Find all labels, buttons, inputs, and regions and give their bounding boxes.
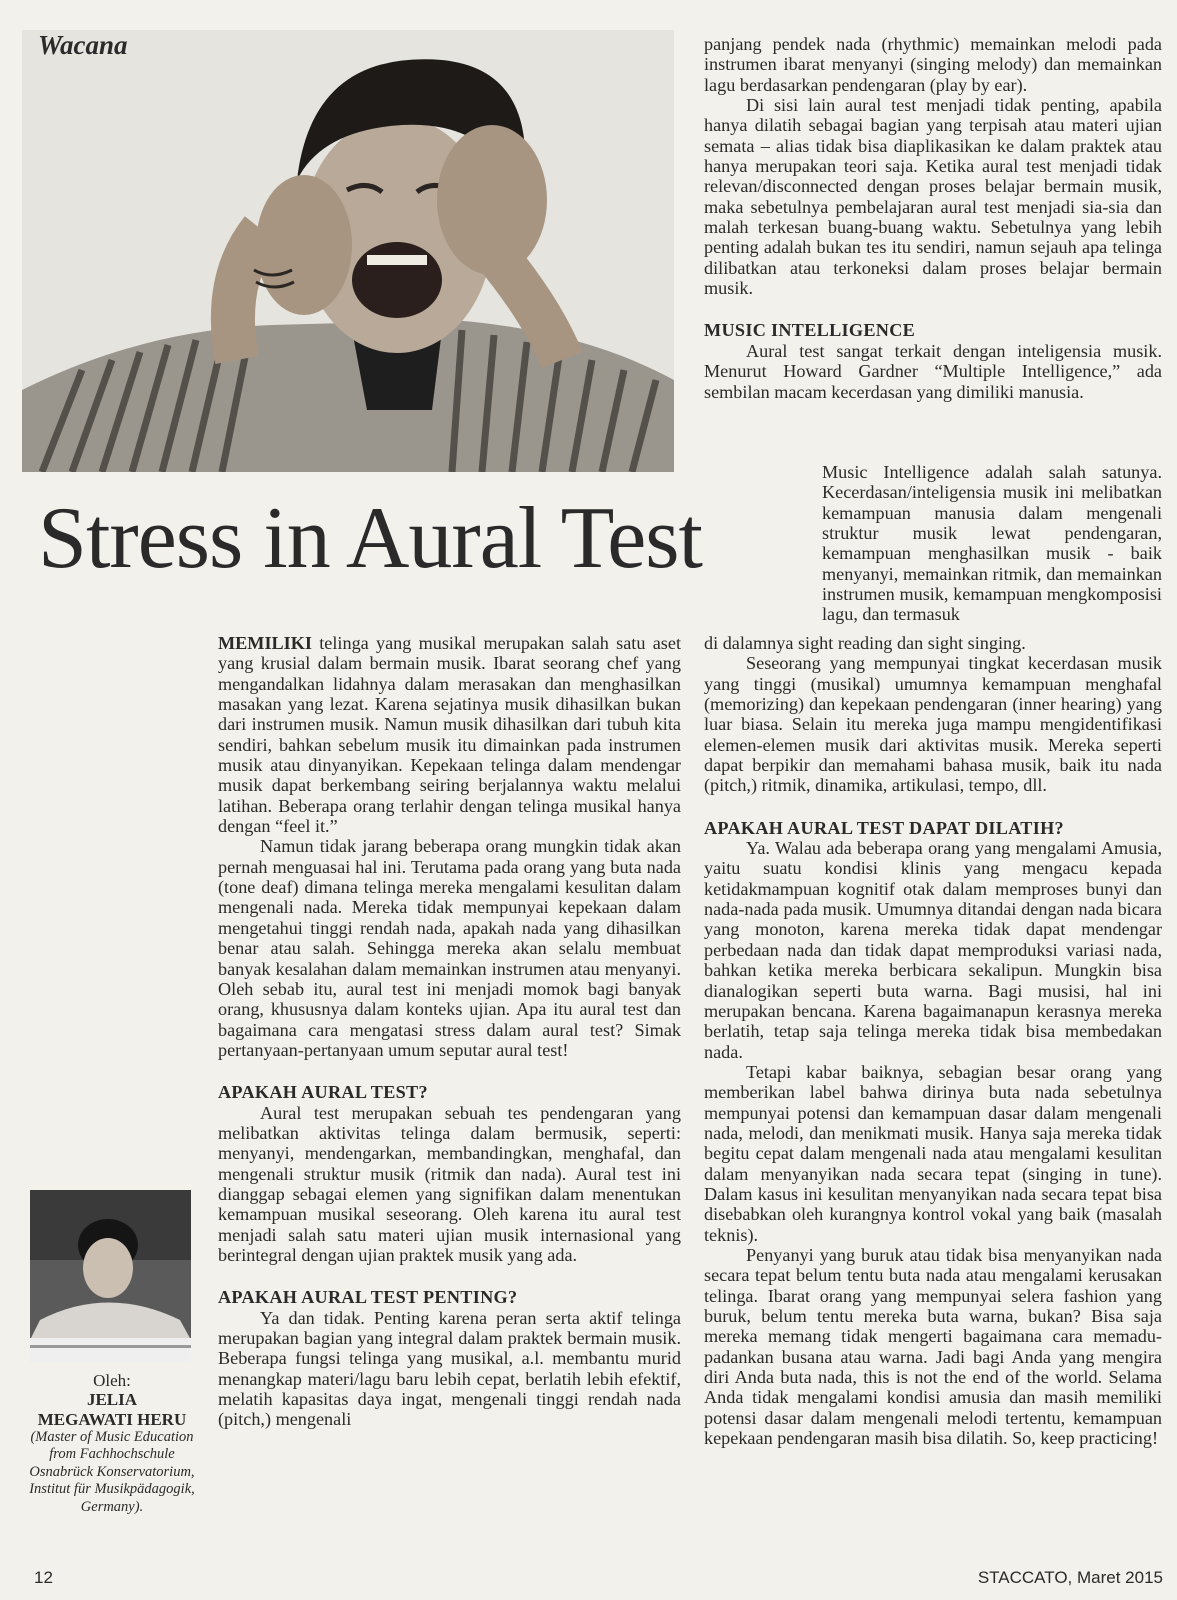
paragraph: Namun tidak jarang beberapa orang mungkin tidak akan pernah menguasai hal ini. Terutama pada orang yang buta nada (tone deaf) dimana telinga mereka mengalami kesulitan dalam mengenali nada. Mereka tidak mempunyai kepekaan dalam mengetahui tinggi rendah nada, apakah nada yang dihasilkan benar atau salah. Sehingga mereka akan selalu membuat banyak kesalahan dalam memainkan instrumen atau menyanyi. Oleh sebab itu, aural test ini menjadi momok bagi banyak orang, khususnya dalam konteks ujian. Apa itu aural test dan bagaimana cara mengatasi stress dalam aural test? Simak pertanyaan-pertanyaan umum seputar aural test! xyxy=(218,836,681,1060)
paragraph: di dalamnya sight reading dan sight singing. xyxy=(704,633,1026,653)
paragraph xyxy=(218,633,681,836)
subheading-music-intelligence: MUSIC INTELLIGENCE xyxy=(704,320,916,341)
man-covering-ears-screaming-photo xyxy=(22,30,674,472)
paragraph: Aural test merupakan sebuah tes pendengaran yang melibatkan aktivitas telinga dalam bermusik, seperti: menyanyi, mendengarkan, membandingkan, menghafal, dan mengenali struktur musik (ritmik dan nada). Aural test ini dianggap sebagai elemen yang signifikan dalam menentukan kemampuan musikal seseorang. Oleh karena itu aural test menjadi salah satu materi ujian musik internasional yang berintegral dengan ujian praktek musik yang ada. xyxy=(218,1102,681,1265)
paragraph: Music Intelligence adalah salah satunya. Kecerdasan/inteligensia musik ini melibatkan kemampuan manusia dalam mengenali struktur musik lewat pendengaran, kemampuan menghasilkan musik - baik menyanyi, memainkan ritmik, dan memainkan instrumen musik, kemampuan mengkomposisi lagu, dan termasuk xyxy=(822,462,1162,625)
paragraph: Ya dan tidak. Penting karena peran serta aktif telinga merupakan bagian yang integral dalam praktek bermain musik. Beberapa fungsi telinga yang musikal, a.l. membantu murid menangkap materi/lagu baru lebih cepat, berlatih lebih efektif, melatih kapasitas daya ingat, mengenali tinggi rendah nada (pitch,) mengenali xyxy=(218,1307,681,1430)
author-name: MEGAWATI HERU xyxy=(37,1409,187,1429)
author-photo xyxy=(30,1190,191,1363)
right-column-top xyxy=(704,34,1162,402)
right-column-bottom xyxy=(704,633,1162,1448)
lead-word: MEMILIKI xyxy=(218,633,312,653)
paragraph: Tetapi kabar baiknya, sebagian besar orang yang memberikan label bahwa dirinya buta nada sebetulnya mempunyai potensi dan kemampuan dasar dalam mengenali nada, melodi, dan menikmati musik. Hanya saja mereka tidak begitu cepat dalam mengenali nada atau mengalami kesulitan dalam menyanyikan nada secara tepat (singing in tune). Dalam kasus ini kesulitan menyanyikan nada secara tepat bisa disebabkan oleh kurangnya kontrol vokal yang baik (masalah teknis). xyxy=(704,1061,1162,1245)
author-name: JELIA xyxy=(86,1390,138,1410)
author-byline xyxy=(26,1371,198,1516)
middle-column xyxy=(218,633,681,1430)
paragraph: Di sisi lain aural test menjadi tidak penting, apabila hanya dilatih sebagai bagian yang terpisah atau materi ujian semata – alias tidak bisa diaplikasikan ke dalam praktek atau hanya merupakan teori saja. Ketika aural test menjadi tidak relevan/disconnected dengan proses belajar bermain musik, maka sebetulnya pembelajaran aural test menjadi sia-sia dan malah terkesan buang-buang waktu. Sebetulnya yang lebih penting adalah bukan tes itu sendiri, namun sejauh apa telinga dilibatkan atau terkoneksi dalam proses belajar bermain musik. xyxy=(704,95,1162,299)
section-label: Wacana xyxy=(38,30,128,60)
paragraph-text: telinga yang musikal merupakan salah satu aset yang krusial dalam bermain musik. Ibarat seorang chef yang mengandalkan lidahnya dalam merasakan dan menghasilkan masakan yang lezat. Karena sejatinya musik dihasilkan bukan dari instrumen musik. Namun musik dihasilkan dari tubuh kita sendiri, bahkan sebelum musik itu dimainkan pada instrumen musik atau dinyanyikan. Kepekaan telinga dalam mendengar musik dapat berkembang seiring berjalannya waktu melalui latihan. Beberapa orang terlahir dengan telinga musikal hanya dengan “feel it.” xyxy=(218,633,681,837)
paragraph: panjang pendek nada (rhythmic) memainkan melodi pada instrumen ibarat menyanyi (singing melody) dan memainkan lagu berdasarkan pendengaran (play by ear). xyxy=(704,34,1162,95)
article-title: Stress in Aural Test xyxy=(38,490,702,587)
main-photo xyxy=(22,30,674,472)
subheading-dapat-dilatih: APAKAH AURAL TEST DAPAT DILATIH? xyxy=(704,817,1064,838)
author-portrait-photo xyxy=(30,1190,191,1363)
right-column-narrow xyxy=(822,462,1162,625)
subheading-aural-test-penting: APAKAH AURAL TEST PENTING? xyxy=(218,1287,518,1308)
subheading-apakah-aural-test: APAKAH AURAL TEST? xyxy=(218,1082,428,1103)
paragraph: Seseorang yang mempunyai tingkat kecerdasan musik yang tinggi (musikal) umumnya kemampuan menghafal (memorizing) dan kepekaan pendengaran (inner hearing) yang luar biasa. Selain itu mereka juga mampu mengidentifikasi elemen-elemen musik dari aktivitas musik. Mereka seperti dapat berpikir dan memahami bahasa musik, baik itu nada (pitch,) ritmik, dinamika, artikulasi, tempo, dll. xyxy=(704,653,1162,796)
author-credentials: (Master of Music Education from Fachhochschule Osnabrück Konservatorium, Institut für Musikpädagogik, Germany). xyxy=(29,1428,195,1515)
paragraph: Aural test sangat terkait dengan inteligensia musik. Menurut Howard Gardner “Multiple Intelligence,” ada sembilan macam kecerdasan yang dimiliki manusia. xyxy=(704,340,1162,402)
page-number: 12 xyxy=(34,1568,53,1587)
paragraph: Ya. Walau ada beberapa orang yang mengalami Amusia, yaitu suatu kondisi klinis yang mengacu kepada ketidakmampuan kognitif otak dalam memproses bunyi dan nada-nada pada musik. Umumnya ditandai dengan nada bicara yang monoton, karena mereka tidak dapat mendengar perbedaan nada dan tidak dapat memproduksi variasi nada, bahkan ketika mereka berbicara sekalipun. Mungkin bisa dianalogikan seperti buta warna. Bagi musisi, hal ini merupakan bencana. Karena bagaimanapun kerasnya mereka berlatih, tetap saja telinga mereka tidak bisa membedakan nada. xyxy=(704,838,1162,1062)
magazine-issue: STACCATO, Maret 2015 xyxy=(977,1568,1163,1587)
byline-label: Oleh: xyxy=(93,1371,131,1390)
paragraph: Penyanyi yang buruk atau tidak bisa menyanyikan nada secara tepat belum tentu buta nada atau mengalami kerusakan telinga. Ibarat orang yang mempunyai selera fashion yang buruk, belum tentu mereka buta warna, bukan? Bisa saja mereka memang tidak mengerti bagaimana cara memadu-padankan busana atau warna. Jadi bagi Anda yang mengira diri Anda buta nada, this is not the end of the world. Selama Anda tidak mengalami kondisi amusia dan masih memiliki potensi dasar dalam mengenali melodi tertentu, kemampuan kepekaan pendengaran masih bisa dilatih. So, keep practicing! xyxy=(704,1244,1162,1449)
